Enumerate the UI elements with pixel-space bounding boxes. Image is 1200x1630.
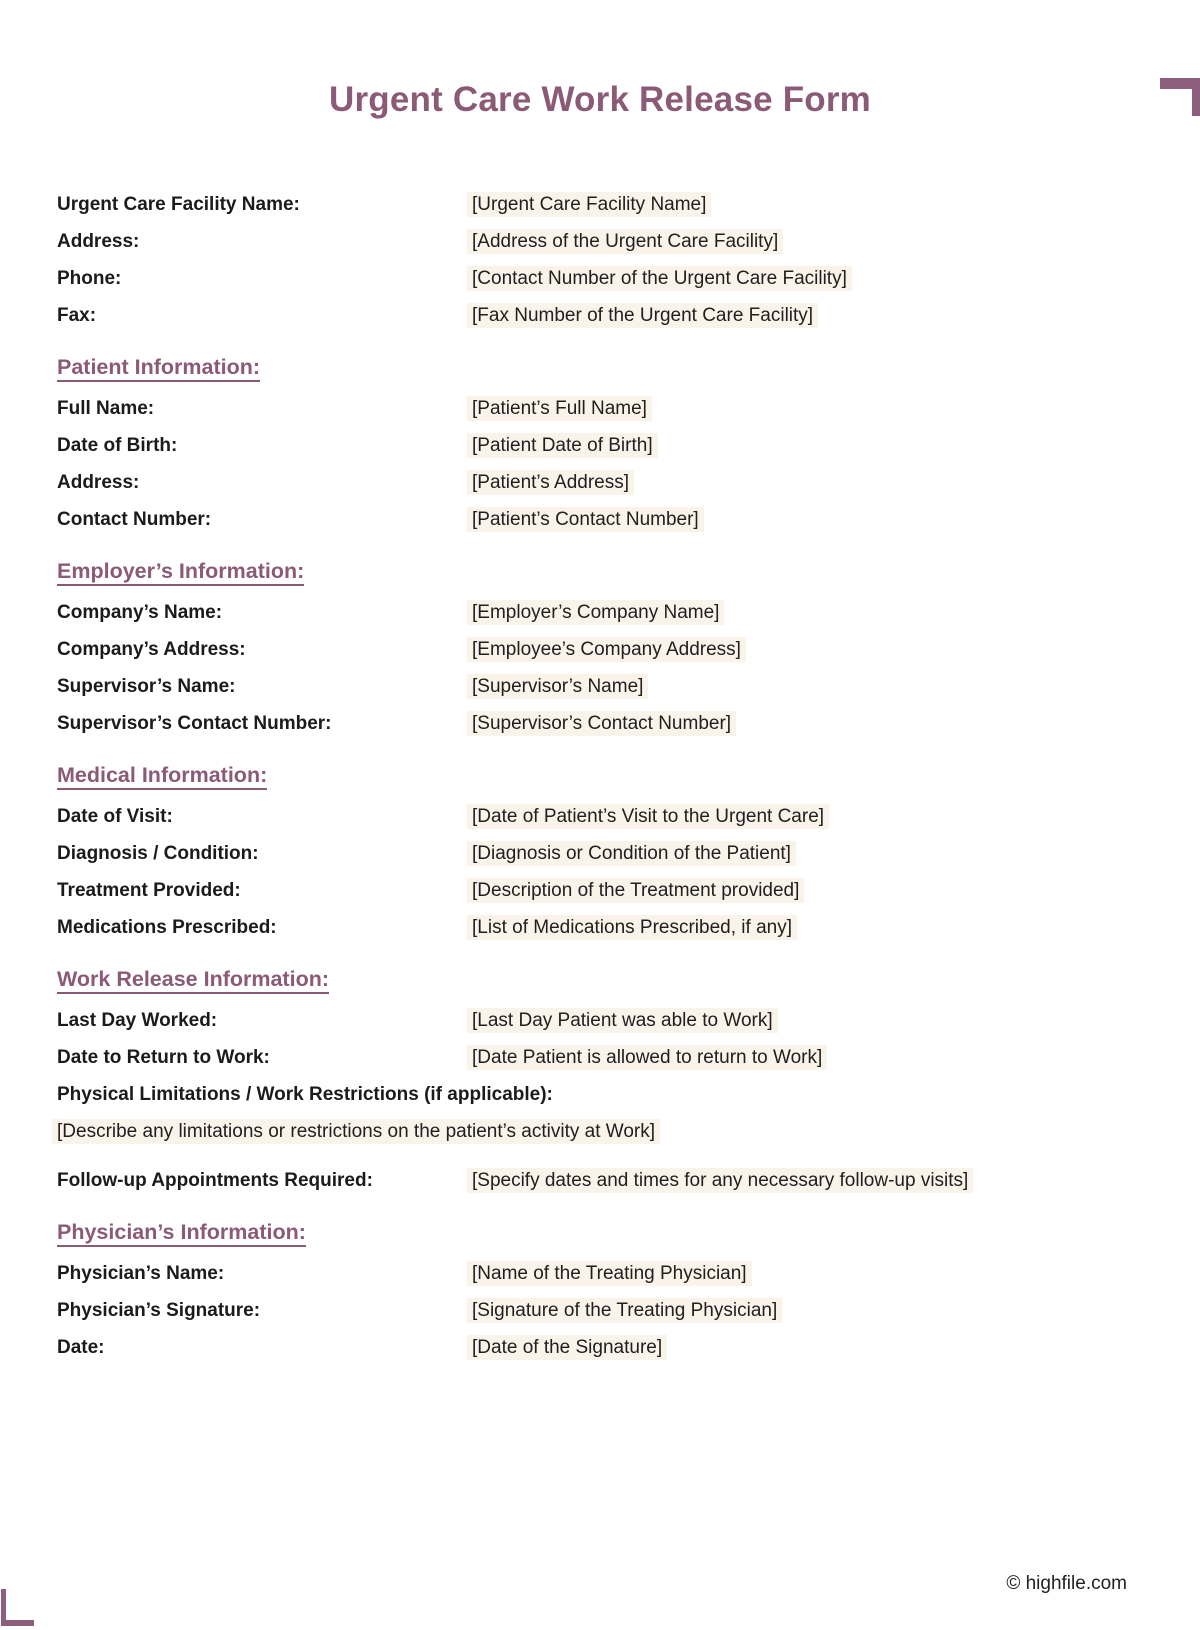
form-row — [57, 1329, 1140, 1366]
field-value — [472, 602, 724, 624]
field-label: Company’s Name: — [57, 601, 223, 623]
field-value — [472, 713, 736, 735]
corner-accent-bottom-left — [1, 1589, 34, 1626]
field-value-placeholder[interactable]: [Description of the Treatment provided] — [467, 878, 804, 903]
field-value — [472, 843, 796, 865]
section-medical-information — [57, 758, 1140, 946]
field-label: Diagnosis / Condition: — [57, 842, 259, 864]
field-label: Contact Number: — [57, 508, 212, 530]
section-heading-text: Employer’s Information: — [57, 559, 304, 586]
form-row — [57, 1039, 1140, 1076]
field-value — [472, 231, 783, 253]
field-label: Phone: — [57, 267, 122, 289]
form-row — [57, 390, 1140, 427]
field-value — [472, 305, 818, 327]
field-value — [472, 472, 634, 494]
field-label: Date: — [57, 1336, 105, 1358]
field-value-placeholder[interactable]: [List of Medications Prescribed, if any] — [467, 915, 797, 940]
field-value-placeholder[interactable]: [Name of the Treating Physician] — [467, 1261, 752, 1286]
field-value-placeholder[interactable]: [Patient’s Full Name] — [467, 396, 652, 421]
form-row-full-value — [57, 1113, 1140, 1150]
section-heading — [57, 1215, 1140, 1249]
field-value-placeholder[interactable]: [Patient’s Address] — [467, 470, 634, 495]
form-row — [57, 705, 1140, 742]
field-label: Medications Prescribed: — [57, 916, 277, 938]
footer-credit: © highfile.com — [1006, 1573, 1127, 1594]
field-value — [472, 194, 711, 216]
field-label: Address: — [57, 471, 140, 493]
form-row — [57, 464, 1140, 501]
form-row — [57, 594, 1140, 631]
field-value — [57, 1121, 660, 1143]
field-value-placeholder[interactable]: [Specify dates and times for any necessary follow-up visits] — [467, 1168, 973, 1193]
field-label: Physical Limitations / Work Restrictions (if applicable): — [57, 1083, 553, 1105]
field-label: Treatment Provided: — [57, 879, 241, 901]
field-value-placeholder[interactable]: [Urgent Care Facility Name] — [467, 192, 711, 217]
field-value — [472, 435, 658, 457]
field-value-placeholder[interactable]: [Contact Number of the Urgent Care Facility] — [467, 266, 852, 291]
section-heading-text: Medical Information: — [57, 763, 267, 790]
section-physician-information — [57, 1215, 1140, 1366]
form-row — [57, 186, 1140, 223]
field-label: Date of Birth: — [57, 434, 178, 456]
field-value-placeholder[interactable]: [Date of the Signature] — [467, 1335, 667, 1360]
field-value — [472, 268, 852, 290]
field-label: Date to Return to Work: — [57, 1046, 270, 1068]
field-label: Full Name: — [57, 397, 155, 419]
field-label: Follow-up Appointments Required: — [57, 1169, 373, 1191]
section-heading — [57, 962, 1140, 996]
form-row — [57, 501, 1140, 538]
form-row — [57, 297, 1140, 334]
section-heading — [57, 554, 1140, 588]
section-work-release-information — [57, 962, 1140, 1199]
form-row — [57, 1002, 1140, 1039]
section-heading-text: Patient Information: — [57, 355, 260, 382]
field-value-placeholder[interactable]: [Date of Patient’s Visit to the Urgent Care] — [467, 804, 829, 829]
form-row — [57, 260, 1140, 297]
field-value — [472, 1300, 782, 1322]
field-label: Supervisor’s Contact Number: — [57, 712, 332, 734]
facility-block — [57, 186, 1140, 334]
field-value — [472, 398, 652, 420]
field-value — [472, 1010, 778, 1032]
section-heading — [57, 758, 1140, 792]
corner-accent-top-right — [1160, 78, 1200, 116]
field-value — [472, 676, 648, 698]
form-row-full-label — [57, 1076, 1140, 1113]
field-value-placeholder[interactable]: [Employee’s Company Address] — [467, 637, 746, 662]
field-value-placeholder[interactable]: [Address of the Urgent Care Facility] — [467, 229, 783, 254]
field-value — [472, 1263, 752, 1285]
field-value — [472, 639, 746, 661]
field-value — [472, 509, 704, 531]
field-value — [472, 1337, 667, 1359]
document-body — [0, 186, 1200, 1366]
field-label: Last Day Worked: — [57, 1009, 218, 1031]
field-value — [472, 880, 804, 902]
field-label: Company’s Address: — [57, 638, 246, 660]
field-value-placeholder[interactable]: [Diagnosis or Condition of the Patient] — [467, 841, 796, 866]
field-value-placeholder[interactable]: [Supervisor’s Name] — [467, 674, 648, 699]
field-value-placeholder[interactable]: [Signature of the Treating Physician] — [467, 1298, 782, 1323]
field-value-placeholder[interactable]: [Date Patient is allowed to return to Work] — [467, 1045, 827, 1070]
field-value-placeholder[interactable]: [Fax Number of the Urgent Care Facility] — [467, 303, 818, 328]
field-label: Supervisor’s Name: — [57, 675, 236, 697]
form-row — [57, 1292, 1140, 1329]
section-patient-information — [57, 350, 1140, 538]
field-value — [472, 1047, 827, 1069]
section-heading-text: Physician’s Information: — [57, 1220, 306, 1247]
field-value-placeholder[interactable]: [Patient Date of Birth] — [467, 433, 658, 458]
field-label: Physician’s Name: — [57, 1262, 225, 1284]
form-row — [57, 872, 1140, 909]
field-value-placeholder[interactable]: [Last Day Patient was able to Work] — [467, 1008, 778, 1033]
section-heading — [57, 350, 1140, 384]
form-row — [57, 223, 1140, 260]
form-row — [57, 1162, 1140, 1199]
field-value — [472, 806, 829, 828]
field-label: Fax: — [57, 304, 97, 326]
section-employer-information — [57, 554, 1140, 742]
field-value-placeholder[interactable]: [Patient’s Contact Number] — [467, 507, 704, 532]
form-row — [57, 835, 1140, 872]
field-value — [472, 917, 797, 939]
page-title: Urgent Care Work Release Form — [329, 80, 871, 119]
form-row — [57, 1255, 1140, 1292]
field-value-placeholder[interactable]: [Describe any limitations or restrictions on the patient’s activity at Work] — [52, 1119, 660, 1144]
section-heading-text: Work Release Information: — [57, 967, 329, 994]
field-label: Physician’s Signature: — [57, 1299, 261, 1321]
form-row — [57, 631, 1140, 668]
field-value-placeholder[interactable]: [Employer’s Company Name] — [467, 600, 724, 625]
form-row — [57, 427, 1140, 464]
field-label: Date of Visit: — [57, 805, 173, 827]
field-label: Address: — [57, 230, 140, 252]
field-value — [472, 1170, 973, 1192]
form-row — [57, 668, 1140, 705]
field-label: Urgent Care Facility Name: — [57, 193, 300, 215]
field-value-placeholder[interactable]: [Supervisor’s Contact Number] — [467, 711, 736, 736]
form-row — [57, 909, 1140, 946]
form-row — [57, 798, 1140, 835]
